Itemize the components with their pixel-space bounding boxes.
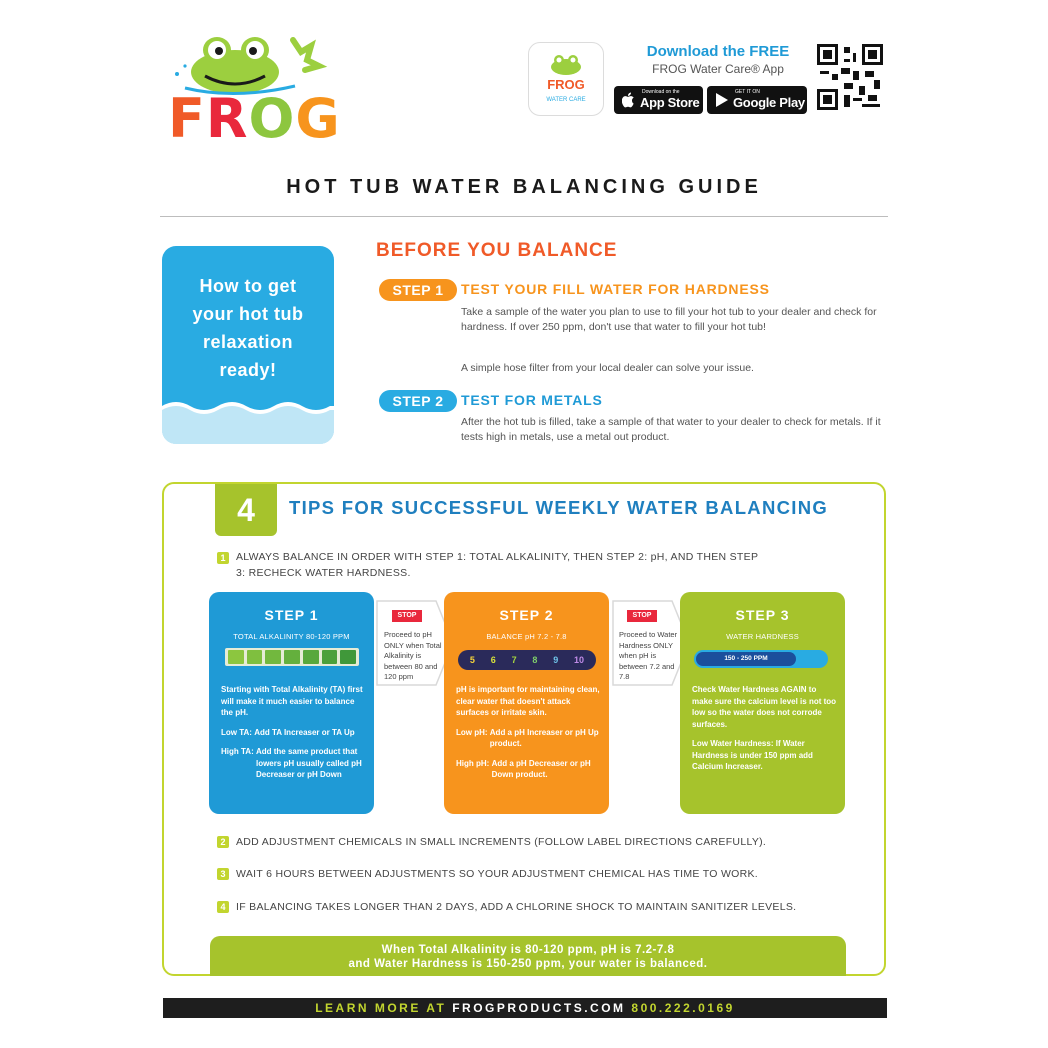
stop2-tag: STOP (627, 610, 657, 622)
google-play-small: GET IT ON (735, 89, 760, 95)
step3-intro: Check Water Hardness AGAIN to make sure the calcium level is not too low so the water does not corrode surfaces. (692, 685, 837, 729)
tip-text: ALWAYS BALANCE IN ORDER WITH STEP 1: TOTAL ALKALINITY, THEN STEP 2: pH, AND THEN STEP 3: RECHECK WATER HARDNESS. (236, 551, 759, 579)
ph-value: 6 (490, 655, 496, 665)
stop2-text: Proceed to Water Hardness ONLY when pH is between 7.2 and 7.8 (619, 630, 678, 681)
step1-card-sub: TOTAL ALKALINITY 80-120 PPM (233, 632, 350, 641)
download-subtitle: FROG Water Care® App (652, 62, 784, 76)
guide-title: HOT TUB WATER BALANCING GUIDE (286, 176, 762, 198)
app-tile-name: FROG (547, 77, 585, 92)
step2-card-title: STEP 2 (499, 607, 554, 623)
app-store-button[interactable] (614, 86, 703, 114)
tip-number: 4 (217, 901, 229, 913)
tips-title: TIPS FOR SUCCESSFUL WEEKLY WATER BALANCING (289, 497, 829, 518)
qr-code-icon[interactable] (817, 44, 883, 110)
relax-card-text: How to get your hot tub relaxation ready! (192, 276, 304, 380)
step2-high-label: High pH: (456, 758, 490, 768)
wave-icon (162, 394, 334, 444)
step2-card-sub: BALANCE pH 7.2 - 7.8 (486, 632, 567, 641)
step3-card (680, 592, 845, 814)
stop1-tag: STOP (392, 610, 422, 622)
ph-value: 9 (553, 655, 559, 665)
step1-title: TEST YOUR FILL WATER FOR HARDNESS (461, 281, 770, 297)
frog-wordmark: FROG (168, 87, 341, 150)
stop1-text: Proceed to pH ONLY when Total Alkalinity is between 80 and 120 ppm (384, 630, 442, 681)
before-heading: BEFORE YOU BALANCE (376, 240, 618, 261)
step1-body: Take a sample of the water you plan to use to fill your hot tub to your dealer and check for hardness. If over 250 ppm, don't use that water to fill your hot tub! (461, 306, 877, 333)
tip-text: WAIT 6 HOURS BETWEEN ADJUSTMENTS SO YOUR ADJUSTMENT CHEMICAL HAS TIME TO WORK. (236, 868, 759, 880)
banner-line-2: and Water Hardness is 150-250 ppm, your water is balanced. (348, 958, 708, 970)
google-play-button[interactable] (707, 86, 807, 114)
step2-high-text: Add a pH Decreaser or pH Down product. (491, 758, 591, 779)
footer-learn: LEARN MORE AT (315, 1001, 447, 1015)
relax-card (162, 246, 334, 444)
tip-text: ADD ADJUSTMENT CHEMICALS IN SMALL INCREMENTS (FOLLOW LABEL DIRECTIONS CAREFULLY). (236, 836, 767, 848)
tip-number: 1 (217, 552, 229, 564)
step1-low-label: Low TA: (221, 727, 252, 737)
step2-card (444, 592, 609, 814)
app-store-small: Download on the (642, 89, 680, 95)
ph-value: 5 (469, 655, 475, 665)
ph-value: 10 (574, 655, 585, 665)
footer-phone[interactable]: 800.222.0169 (631, 1001, 735, 1015)
step2-low-label: Low pH: (456, 727, 488, 737)
step1-intro: Starting with Total Alkalinity (TA) first will make it much easier to balance the pH. (221, 685, 363, 717)
step2-pill: STEP 2 (379, 390, 457, 412)
alkalinity-bar (225, 648, 359, 666)
step1-pill: STEP 1 (379, 279, 457, 301)
step1-low-text: Add TA Increaser or TA Up (254, 727, 355, 737)
banner-line-1: When Total Alkalinity is 80-120 ppm, pH is 7.2-7.8 (381, 944, 675, 956)
footer-site-link[interactable]: FROGPRODUCTS.COM (452, 1001, 626, 1015)
hardness-range: 150 - 250 PPM (696, 652, 796, 666)
step2-low-text: Add a pH Increaser or pH Up product. (489, 727, 599, 748)
tip-number: 3 (217, 868, 229, 880)
tip-text: IF BALANCING TAKES LONGER THAN 2 DAYS, ADD A CHLORINE SHOCK TO MAINTAIN SANITIZER LEVELS. (236, 901, 797, 913)
download-title: Download the FREE (646, 43, 790, 60)
frog-face-icon (548, 53, 584, 75)
tips-badge: 4 (215, 484, 277, 536)
step3-card-title: STEP 3 (735, 607, 790, 623)
google-play-icon (715, 92, 729, 108)
step1-tip: A simple hose filter from your local dealer can solve your issue. (461, 362, 754, 374)
step3-low-text: Low Water Hardness: If Water Hardness is under 150 ppm add Calcium Increaser. (692, 739, 813, 771)
step1-card-title: STEP 1 (264, 607, 319, 623)
step1-high-label: High TA: (221, 747, 254, 756)
app-tile-sub: WATER CARE (546, 97, 586, 103)
step2-title: TEST FOR METALS (461, 392, 603, 408)
step1-card (209, 592, 374, 814)
step2-intro: pH is important for maintaining clean, clear water that doesn't attack surfaces or irritate skin. (456, 685, 600, 717)
google-play-label: Google Play (733, 95, 805, 110)
ph-scale (458, 650, 596, 670)
balanced-banner (210, 936, 846, 976)
footer-bar (163, 998, 887, 1018)
ph-value: 7 (511, 655, 517, 665)
apple-icon (622, 92, 636, 108)
app-store-label: App Store (640, 95, 700, 110)
step1-high-text: Add the same product that lowers pH usually called pH Decreaser or pH Down (255, 747, 362, 779)
tip-number: 2 (217, 836, 229, 848)
ph-value: 8 (532, 655, 538, 665)
title-divider (160, 216, 888, 217)
step2-body: After the hot tub is filled, take a sample of that water to your dealer to check for metals. If it tests high in metals, use a metal out product. (461, 416, 881, 443)
hardness-bar (694, 650, 828, 668)
frog-app-icon[interactable] (528, 42, 604, 116)
step3-card-sub: WATER HARDNESS (726, 632, 799, 641)
